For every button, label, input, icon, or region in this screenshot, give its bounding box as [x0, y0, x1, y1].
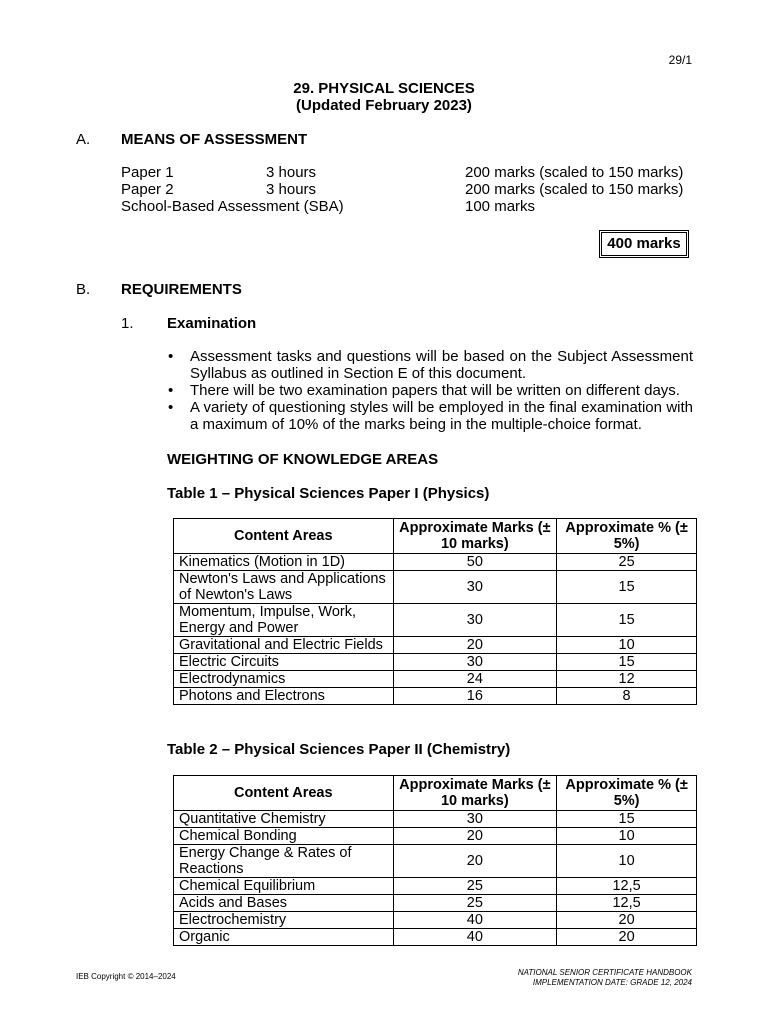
assessment-marks: 200 marks (scaled to 150 marks) — [465, 181, 684, 198]
percent-cell: 12,5 — [557, 895, 697, 912]
table-header-row — [174, 776, 697, 811]
content-area-cell: Newton's Laws and Applications of Newton's Laws — [174, 571, 394, 604]
table-row — [174, 845, 697, 878]
content-area-cell: Energy Change & Rates of Reactions — [174, 845, 394, 878]
content-area-cell: Electrochemistry — [174, 912, 394, 929]
table-row — [174, 828, 697, 845]
marks-cell: 24 — [393, 671, 557, 688]
list-item: • A variety of questioning styles will be employed in the final examination with a maximum of 10% of the marks being in the multiple-choice format. — [165, 399, 693, 433]
marks-cell: 40 — [393, 929, 557, 946]
total-marks-box: 400 marks — [599, 230, 689, 258]
column-header: Approximate % (± 5%) — [557, 519, 697, 554]
table1-physics — [173, 518, 697, 705]
content-area-cell: Organic — [174, 929, 394, 946]
table-row — [174, 637, 697, 654]
table-row — [174, 671, 697, 688]
percent-cell: 10 — [557, 828, 697, 845]
table2-chemistry — [173, 775, 697, 946]
weighting-heading: WEIGHTING OF KNOWLEDGE AREAS — [167, 451, 439, 468]
percent-cell: 12 — [557, 671, 697, 688]
marks-cell: 30 — [393, 654, 557, 671]
requirements-list — [165, 348, 693, 433]
subsection-number: 1. — [121, 315, 134, 332]
percent-cell: 20 — [557, 912, 697, 929]
content-area-cell: Acids and Bases — [174, 895, 394, 912]
assessment-duration: 3 hours — [266, 164, 317, 181]
table-row — [174, 571, 697, 604]
footer-handbook-title: NATIONAL SENIOR CERTIFICATE HANDBOOK — [517, 968, 692, 977]
column-header: Approximate Marks (± 10 marks) — [393, 519, 557, 554]
content-area-cell: Quantitative Chemistry — [174, 811, 394, 828]
percent-cell: 10 — [557, 845, 697, 878]
assessment-label: Paper 2 — [121, 181, 174, 198]
percent-cell: 20 — [557, 929, 697, 946]
column-header: Approximate % (± 5%) — [557, 776, 697, 811]
table-row — [174, 895, 697, 912]
marks-cell: 50 — [393, 554, 557, 571]
marks-cell: 30 — [393, 571, 557, 604]
list-item: • There will be two examination papers that will be written on different days. — [165, 382, 693, 399]
assessment-marks: 100 marks — [465, 198, 536, 215]
assessment-label: School-Based Assessment (SBA) — [121, 198, 344, 215]
table-header-row — [174, 519, 697, 554]
column-header: Content Areas — [174, 776, 394, 811]
content-area-cell: Momentum, Impulse, Work, Energy and Power — [174, 604, 394, 637]
list-item: • Assessment tasks and questions will be based on the Subject Assessment Syllabus as outlined in Section E of this document. — [165, 348, 693, 382]
page-title: 29. PHYSICAL SCIENCES — [293, 80, 475, 97]
page-subtitle: (Updated February 2023) — [296, 97, 472, 114]
content-area-cell: Photons and Electrons — [174, 688, 394, 705]
table2-caption: Table 2 – Physical Sciences Paper II (Chemistry) — [167, 741, 511, 758]
percent-cell: 25 — [557, 554, 697, 571]
content-area-cell: Kinematics (Motion in 1D) — [174, 554, 394, 571]
subsection-heading: Examination — [167, 315, 257, 332]
assessment-duration: 3 hours — [266, 181, 317, 198]
percent-cell: 15 — [557, 604, 697, 637]
content-area-cell: Electric Circuits — [174, 654, 394, 671]
content-area-cell: Chemical Equilibrium — [174, 878, 394, 895]
percent-cell: 15 — [557, 571, 697, 604]
marks-cell: 30 — [393, 811, 557, 828]
table1-caption: Table 1 – Physical Sciences Paper I (Physics) — [167, 485, 490, 502]
section-b-letter: B. — [76, 281, 91, 298]
table-row — [174, 878, 697, 895]
assessment-marks: 200 marks (scaled to 150 marks) — [465, 164, 684, 181]
table-row — [174, 912, 697, 929]
section-a-letter: A. — [76, 131, 91, 148]
marks-cell: 20 — [393, 637, 557, 654]
percent-cell: 8 — [557, 688, 697, 705]
percent-cell: 10 — [557, 637, 697, 654]
page-number: 29/1 — [668, 53, 692, 67]
content-area-cell: Gravitational and Electric Fields — [174, 637, 394, 654]
marks-cell: 25 — [393, 895, 557, 912]
table-row — [174, 554, 697, 571]
table-row — [174, 654, 697, 671]
footer-copyright: IEB Copyright © 2014–2024 — [76, 972, 176, 981]
marks-cell: 40 — [393, 912, 557, 929]
marks-cell: 20 — [393, 845, 557, 878]
percent-cell: 15 — [557, 654, 697, 671]
marks-cell: 16 — [393, 688, 557, 705]
footer-handbook-info — [518, 968, 692, 988]
content-area-cell: Electrodynamics — [174, 671, 394, 688]
table-row — [174, 811, 697, 828]
footer-implementation-date: IMPLEMENTATION DATE: GRADE 12, 2024 — [532, 978, 692, 987]
section-a-heading: MEANS OF ASSESSMENT — [121, 131, 308, 148]
section-b-heading: REQUIREMENTS — [121, 281, 242, 298]
table-row — [174, 929, 697, 946]
table-row — [174, 688, 697, 705]
content-area-cell: Chemical Bonding — [174, 828, 394, 845]
marks-cell: 30 — [393, 604, 557, 637]
percent-cell: 12,5 — [557, 878, 697, 895]
marks-cell: 25 — [393, 878, 557, 895]
column-header: Approximate Marks (± 10 marks) — [393, 776, 557, 811]
table-row — [174, 604, 697, 637]
marks-cell: 20 — [393, 828, 557, 845]
percent-cell: 15 — [557, 811, 697, 828]
column-header: Content Areas — [174, 519, 394, 554]
assessment-label: Paper 1 — [121, 164, 174, 181]
